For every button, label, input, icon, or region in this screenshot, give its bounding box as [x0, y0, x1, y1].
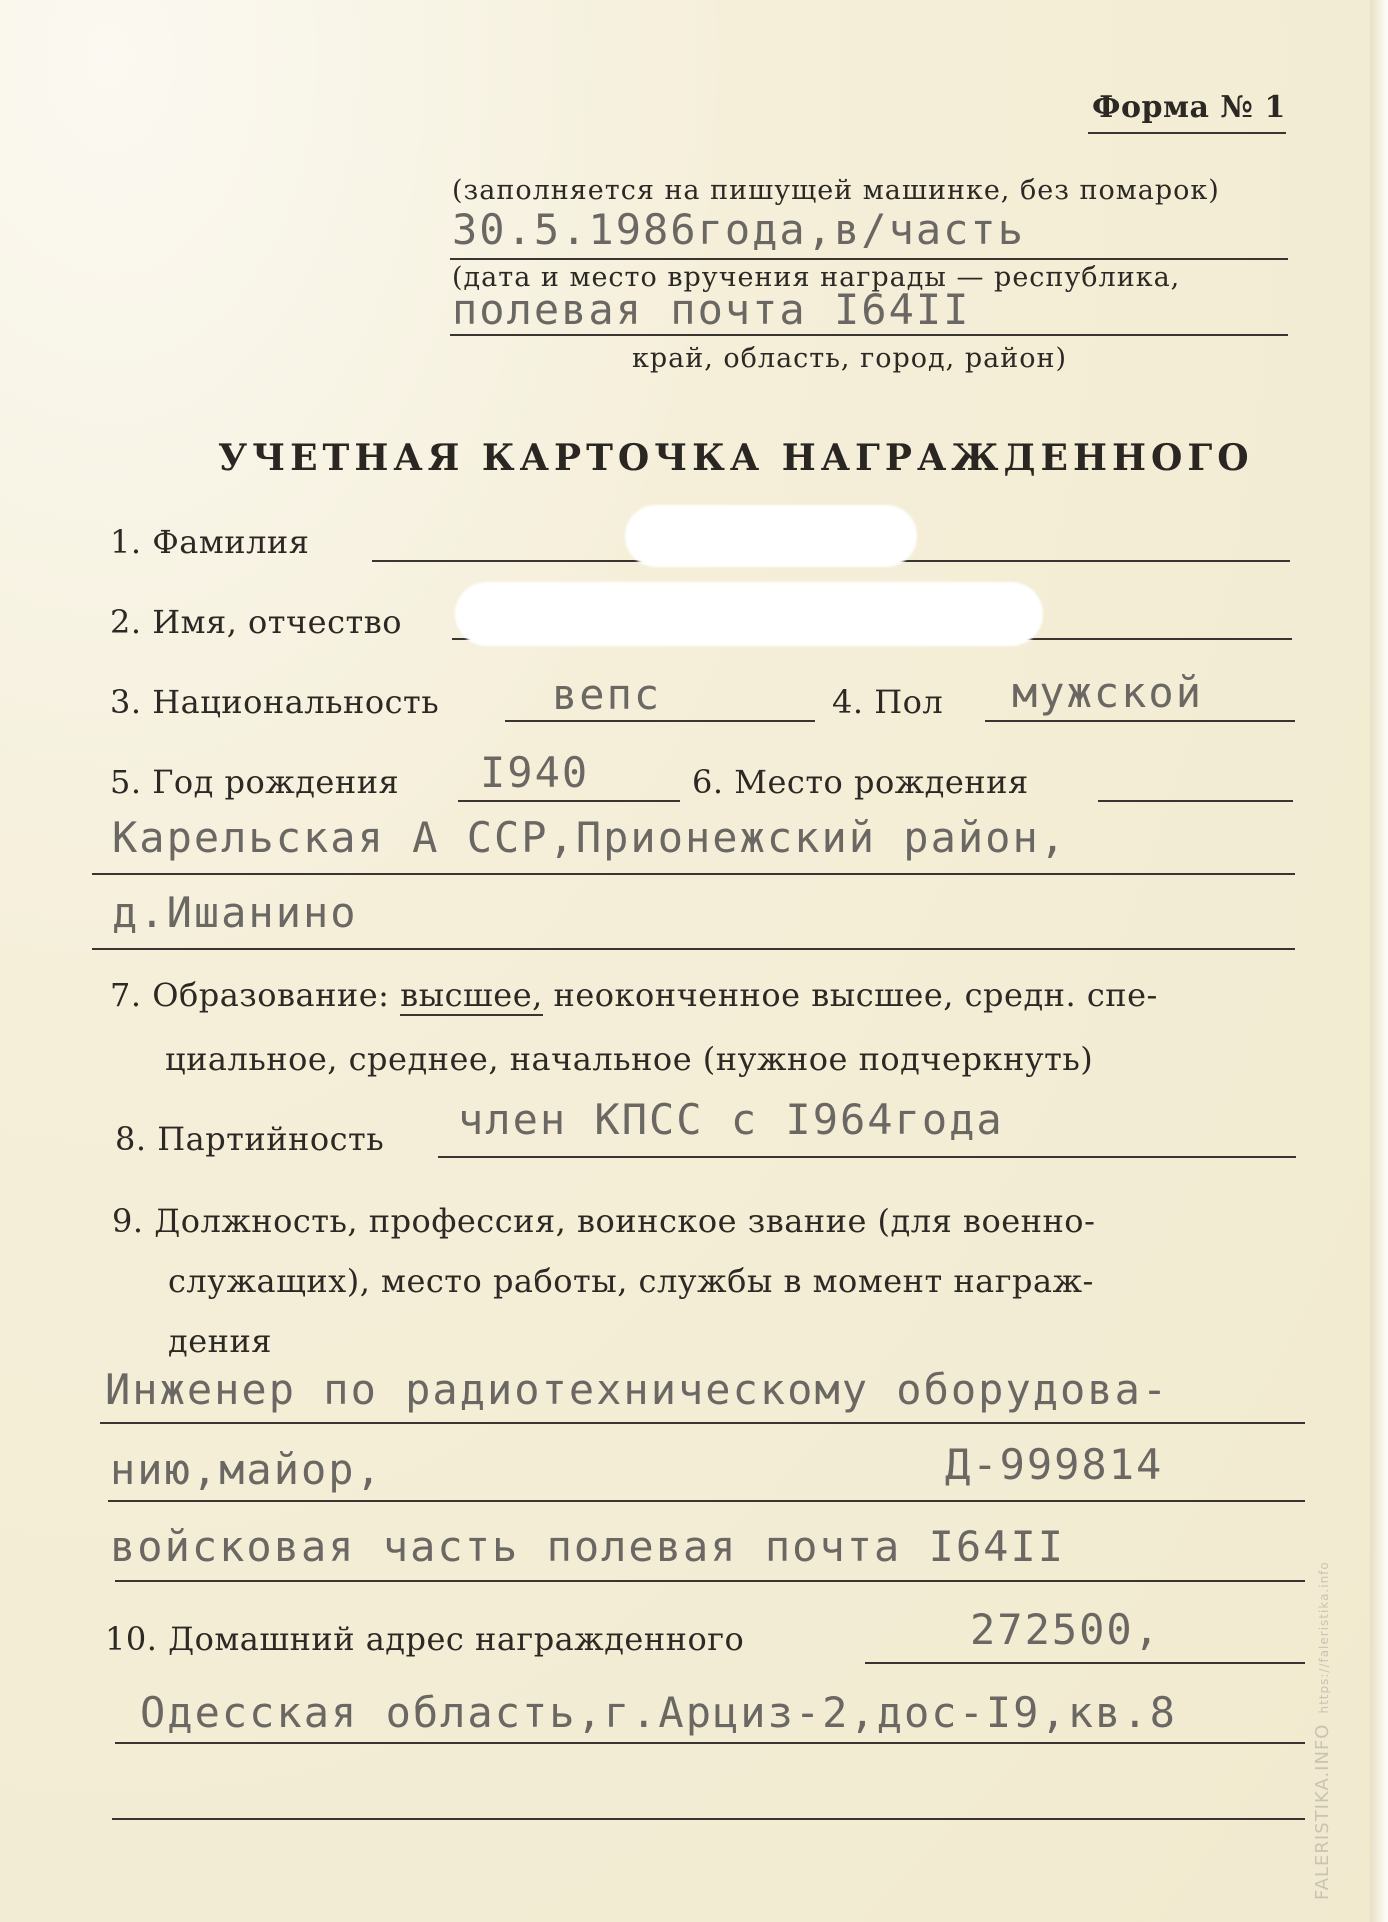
education-selected: высшее,: [400, 976, 543, 1014]
party-line: [438, 1156, 1296, 1158]
form-number: Форма № 1: [1092, 90, 1286, 125]
form-number-underline: [1088, 132, 1286, 134]
date-place-line: [450, 258, 1288, 260]
position-value-3: войсковая часть полевая почта I64II: [110, 1522, 1066, 1571]
redaction-mark-name: [455, 582, 1043, 646]
position-label-3: дения: [168, 1322, 272, 1360]
watermark-site: FALERISTIKA.INFO: [1312, 1723, 1333, 1900]
birth-place-line-2: [92, 873, 1295, 875]
position-value-1: Инженер по радиотехническому оборудова-: [105, 1365, 1170, 1414]
date-place-caption: (дата и место вручения награды — республика,: [452, 262, 1181, 293]
position-line-3: [115, 1580, 1305, 1582]
education-options-2: циальное, среднее, начальное (нужное подчеркнуть): [165, 1040, 1094, 1078]
position-line-1: [100, 1422, 1305, 1424]
birth-year-label: 5. Год рождения: [110, 763, 400, 801]
date-place-line-2: [450, 334, 1288, 336]
sex-label: 4. Пол: [832, 683, 944, 721]
paper-edge: [1370, 0, 1388, 1922]
date-place-value: 30.5.1986года,в/часть: [452, 205, 1026, 254]
fill-instruction: (заполняется на пишущей машинке, без помарок): [452, 175, 1220, 206]
party-label: 8. Партийность: [115, 1120, 385, 1158]
position-value-2: нию,майор,: [110, 1445, 383, 1494]
education-label: [110, 976, 1158, 1014]
card-title: УЧЕТНАЯ КАРТОЧКА НАГРАЖДЕННОГО: [218, 437, 1254, 479]
sex-value: мужской: [1012, 668, 1204, 717]
education-options-1: неоконченное высшее, средн. спе-: [553, 976, 1158, 1014]
name-label: 2. Имя, отчество: [110, 603, 402, 641]
redaction-mark-surname: [625, 505, 917, 567]
sex-line: [985, 720, 1295, 722]
birth-place-line: [1098, 800, 1293, 802]
address-label: 10. Домашний адрес награжденного: [105, 1620, 745, 1658]
birth-place-label: 6. Место рождения: [692, 763, 1029, 801]
nationality-label: 3. Национальность: [110, 683, 440, 721]
birth-place-value-1: Карельская А ССР,Прионежский район,: [112, 813, 1068, 862]
site-watermark: [1312, 1561, 1333, 1900]
birth-year-value: I940: [480, 748, 590, 797]
position-line-2: [108, 1500, 1305, 1502]
address-line-3: [112, 1818, 1305, 1820]
education-label-text: 7. Образование:: [110, 976, 390, 1014]
date-place-value-2: полевая почта I64II: [452, 285, 971, 334]
birth-place-value-2: д.Ишанино: [112, 888, 358, 937]
surname-label: 1. Фамилия: [110, 523, 310, 561]
party-value: член КПСС с I964года: [458, 1095, 1004, 1144]
birth-place-line-3: [92, 948, 1295, 950]
position-value-2b: Д-999814: [945, 1440, 1164, 1489]
position-label-1: 9. Должность, профессия, воинское звание (для военно-: [112, 1202, 1096, 1240]
watermark-url: https://faleristika.info: [1317, 1561, 1331, 1714]
birth-year-line: [458, 800, 680, 802]
address-value-1: 272500,: [970, 1605, 1162, 1654]
address-line-1: [865, 1662, 1305, 1664]
address-value-2: Одесская область,г.Арциз-2,дос-I9,кв.8: [140, 1688, 1177, 1737]
address-line-2: [115, 1742, 1305, 1744]
position-label-2: служащих), место работы, службы в момент награж-: [168, 1262, 1094, 1300]
nationality-value: вепс: [552, 670, 662, 719]
date-place-caption-2: край, область, город, район): [632, 343, 1067, 374]
nationality-line: [505, 720, 815, 722]
